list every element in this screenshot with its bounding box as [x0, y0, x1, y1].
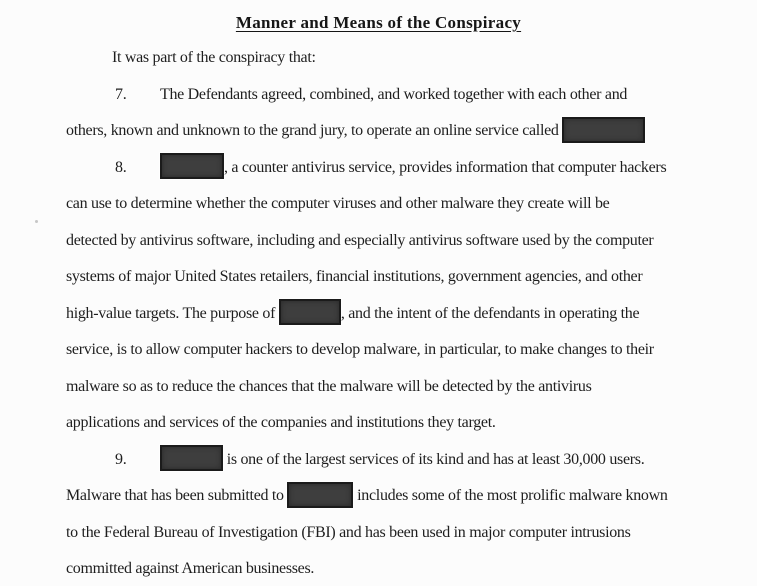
- text-segment: systems of major United States retailers, financial institutions, government agencies, and other: [66, 268, 643, 285]
- text-segment: high-value targets. The purpose of: [66, 304, 279, 322]
- redaction-box: [562, 117, 645, 143]
- text-segment: Malware that has been submitted to: [66, 487, 288, 504]
- text-line: [66, 77, 691, 114]
- text-line: [66, 369, 691, 406]
- paragraph-number: 7.: [115, 85, 127, 103]
- text-line: [66, 150, 691, 187]
- text-line: [66, 296, 691, 333]
- text-segment: can use to determine whether the computer viruses and other malware they create will be: [66, 195, 610, 212]
- text-segment: others, known and unknown to the grand jury, to operate an online service called: [66, 122, 563, 139]
- text-segment: It was part of the conspiracy that:: [112, 49, 316, 66]
- text-line: [66, 478, 691, 515]
- text-line: [66, 515, 691, 552]
- text-segment: to the Federal Bureau of Investigation (FBI) and has been used in major computer intrusions: [66, 523, 631, 541]
- redaction-box: [279, 299, 341, 325]
- text-line: [66, 40, 691, 77]
- text-segment: applications and services of the companies and institutions they target.: [66, 414, 496, 431]
- text-line: [66, 405, 691, 442]
- paragraph-8: [66, 150, 691, 442]
- text-line: [66, 332, 691, 369]
- scan-artifact-mark: [35, 220, 38, 223]
- text-line: [66, 259, 691, 296]
- paragraph-number: 9.: [115, 450, 127, 468]
- text-line: [66, 186, 691, 223]
- paragraph-7: [66, 77, 691, 150]
- text-segment: , and the intent of the defendants in operating the: [340, 304, 640, 322]
- text-line: [66, 442, 691, 479]
- redaction-box: [160, 153, 224, 179]
- document-body: [66, 40, 691, 586]
- text-segment: malware so as to reduce the chances that the malware will be detected by the antivirus: [66, 377, 592, 395]
- document-title: Manner and Means of the Conspiracy: [235, 13, 522, 32]
- text-line: [66, 223, 691, 260]
- text-segment: is one of the largest services of its kind and has at least 30,000 users.: [223, 450, 645, 468]
- text-line: [66, 113, 691, 150]
- text-segment: , a counter antivirus service, provides information that computer hackers: [224, 158, 667, 176]
- paragraph-number: 8.: [115, 158, 127, 176]
- text-segment: The Defendants agreed, combined, and worked together with each other and: [160, 85, 628, 103]
- redaction-box: [287, 482, 353, 508]
- text-line: [66, 551, 691, 586]
- text-segment: service, is to allow computer hackers to develop malware, in particular, to make changes to their: [66, 341, 654, 358]
- paragraph-9: [66, 442, 691, 586]
- text-segment: detected by antivirus software, including and especially antivirus software used by the computer: [66, 231, 654, 249]
- text-segment: committed against American businesses.: [66, 560, 315, 577]
- text-segment: includes some of the most prolific malware known: [353, 487, 668, 504]
- redaction-box: [160, 445, 223, 471]
- intro-paragraph: [66, 40, 691, 77]
